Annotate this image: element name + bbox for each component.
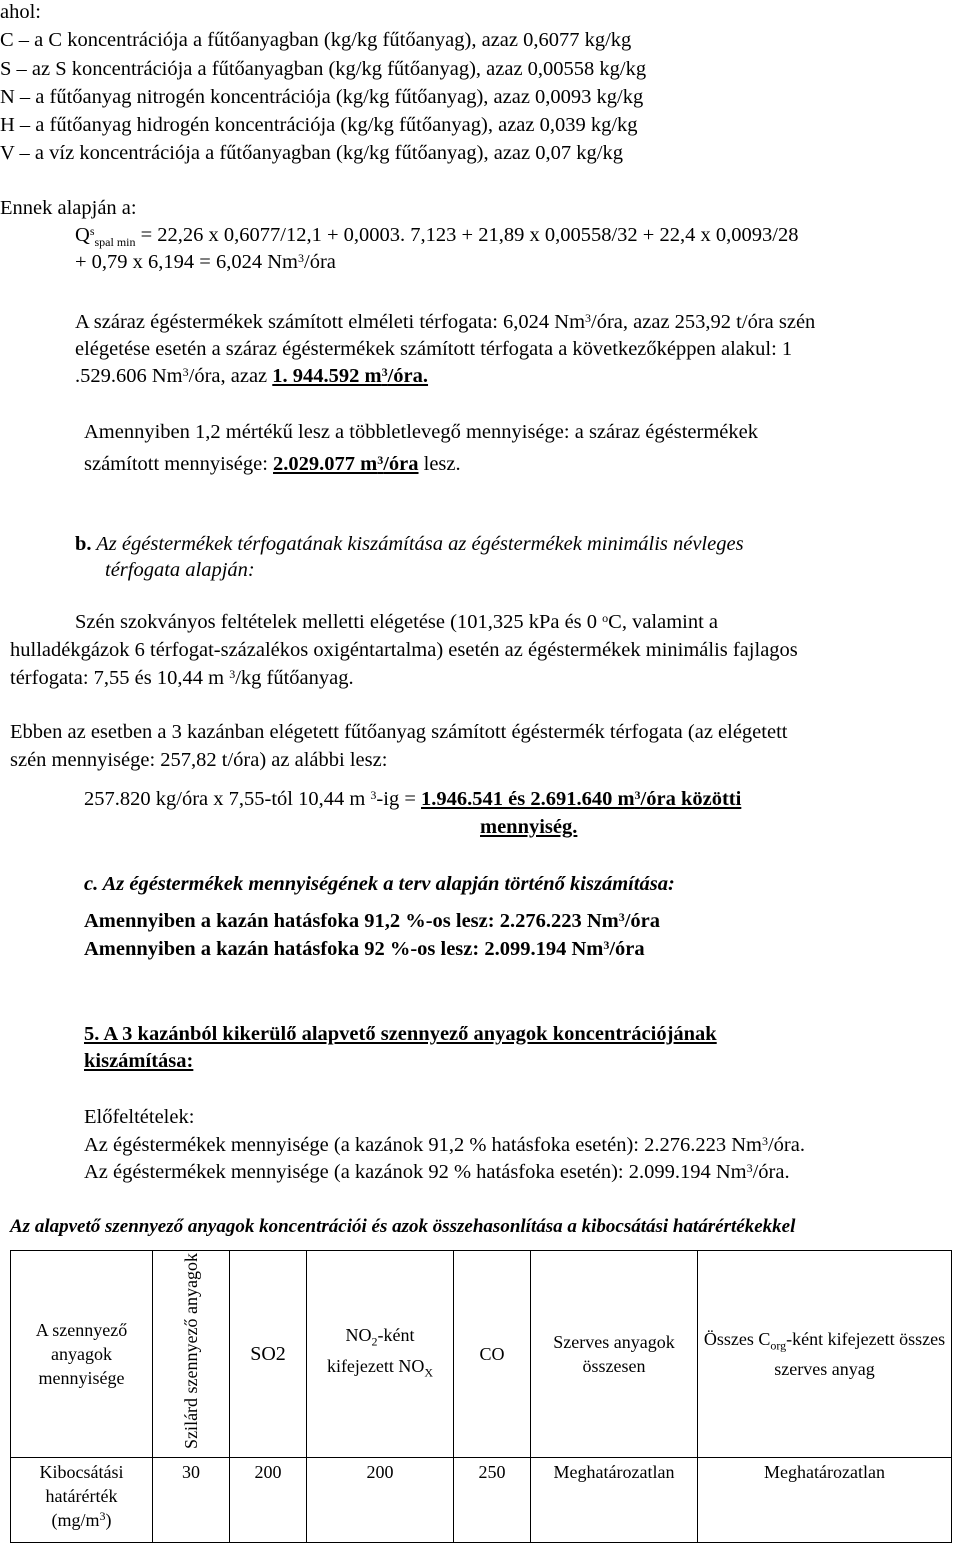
header-pollutant: A szennyező anyagok mennyisége bbox=[11, 1251, 153, 1458]
value-co: 250 bbox=[454, 1457, 531, 1542]
para2-line-1: Amennyiben 1,2 mértékű lesz a többletlevegő mennyisége: a száraz égéstermékek bbox=[84, 421, 758, 443]
formula-line-2: + 0,79 x 6,194 = 6,024 Nm$^3$/óra bbox=[75, 251, 336, 273]
section-5-p1: Az égéstermékek mennyisége (a kazánok 91,2 % hatásfoka esetén): 2.276.223 Nm$^3$/óra. bbox=[84, 1134, 805, 1156]
value-corg: Meghatározatlan bbox=[698, 1457, 952, 1542]
formula-line-1: $Q^s_{spal min} = 22,26$ x 0,6077/12,1 + 0,0003. 7,123 + 21,89 x 0,00558/32 + 22,4 x 0,0093/28 bbox=[75, 224, 799, 250]
section-b-p2: hulladékgázok 6 térfogat-százalékos oxigéntartalma) esetén az égéstermékek minimális fajlagos bbox=[10, 639, 798, 661]
def-h: H – a fűtőanyag hidrogén koncentrációja (kg/kg fűtőanyag), azaz 0,039 kg/kg bbox=[0, 114, 638, 136]
section-5-title-2: kiszámítása: bbox=[84, 1050, 194, 1072]
emission-table bbox=[10, 1250, 952, 1543]
section-b-heading-2: térfogata alapján: bbox=[105, 559, 255, 581]
section-c-line-1: Amennyiben a kazán hatásfoka 91,2 %-os lesz: 2.276.223 Nm$^3$/óra bbox=[84, 910, 661, 932]
section-b-p1: Szén szokványos feltételek melletti elégetése (101,325 kPa és 0 $^o$C, valamint a bbox=[75, 611, 719, 633]
section-b-e2: szén mennyisége: 257,82 t/óra) az alábbi lesz: bbox=[10, 749, 388, 771]
header-co: CO bbox=[454, 1251, 531, 1458]
value-organic: Meghatározatlan bbox=[531, 1457, 698, 1542]
para2-line-2: számított mennyisége: 2.029.077 $m^3$/óra lesz. bbox=[84, 453, 461, 475]
table-header-row bbox=[11, 1251, 952, 1458]
ennek-label: Ennek alapján a: bbox=[0, 197, 137, 219]
value-so2: 200 bbox=[230, 1457, 307, 1542]
def-c: C – a C koncentrációja a fűtőanyagban (kg/kg fűtőanyag), azaz 0,6077 kg/kg bbox=[0, 29, 632, 51]
row-label: Kibocsátási határérték $(mg/m^3)$ bbox=[11, 1457, 153, 1542]
section-5-p2: Az égéstermékek mennyisége (a kazánok 92 % hatásfoka esetén): 2.099.194 Nm$^3$/óra. bbox=[84, 1161, 790, 1183]
section-b-result-2: mennyiség. bbox=[480, 816, 578, 838]
section-5-title: 5. A 3 kazánból kikerülő alapvető szennyező anyagok koncentrációjának bbox=[84, 1023, 717, 1045]
para1-line-2: elégetése esetén a száraz égéstermékek számított térfogata a következőképpen alakul: 1 bbox=[75, 338, 793, 360]
section-b-e1: Ebben az esetben a 3 kazánban elégetett fűtőanyag számított égéstermék térfogata (az elégetett bbox=[10, 721, 788, 743]
def-s: S – az S koncentrációja a fűtőanyagban (kg/kg fűtőanyag), azaz 0,00558 kg/kg bbox=[0, 58, 647, 80]
section-c-line-2: Amennyiben a kazán hatásfoka 92 %-os lesz: 2.099.194 Nm$^3$/óra bbox=[84, 938, 645, 960]
section-5-prereq: Előfeltételek: bbox=[84, 1106, 195, 1128]
table-row bbox=[11, 1457, 952, 1542]
def-n: N – a fűtőanyag nitrogén koncentrációja (kg/kg fűtőanyag), azaz 0,0093 kg/kg bbox=[0, 86, 644, 108]
para1-line-1: A száraz égéstermékek számított elméleti térfogata: 6,024 Nm$^3$/óra, azaz 253,92 t/óra szén bbox=[75, 311, 816, 333]
section-c-heading: c. Az égéstermékek mennyiségének a terv alapján történő kiszámítása: bbox=[84, 873, 675, 895]
header-organic: Szerves anyagok összesen bbox=[531, 1251, 698, 1458]
header-solid: Szilárd szennyező anyagok bbox=[153, 1251, 230, 1458]
para1-line-3: .529.606 Nm$^3$/óra, azaz 1. 944.592 $m^3$/óra. bbox=[75, 365, 429, 387]
header-corg: Összes $C_{org}$-ként kifejezett összes szerves anyag bbox=[698, 1251, 952, 1458]
header-nox: $NO_2$-ként kifejezett $NO_X$ bbox=[307, 1251, 454, 1458]
header-so2: SO2 bbox=[230, 1251, 307, 1458]
table-caption: Az alapvető szennyező anyagok koncentrációi és azok összehasonlítása a kibocsátási határértékekkel bbox=[10, 1216, 796, 1237]
def-v: V – a víz koncentrációja a fűtőanyagban (kg/kg fűtőanyag), azaz 0,07 kg/kg bbox=[0, 142, 623, 164]
value-nox: 200 bbox=[307, 1457, 454, 1542]
ahol-label: ahol: bbox=[0, 1, 41, 23]
value-solid: 30 bbox=[153, 1457, 230, 1542]
section-b-result-1: 257.820 kg/óra x 7,55-tól 10,44 m $^3$-ig = 1.946.541 és 2.691.640 $m^3$/óra közötti bbox=[84, 788, 742, 810]
section-b-p3: térfogata: 7,55 és 10,44 m $^3$/kg fűtőanyag. bbox=[10, 667, 354, 689]
section-b-heading: b. Az égéstermékek térfogatának kiszámítása az égéstermékek minimális névleges bbox=[75, 533, 744, 555]
